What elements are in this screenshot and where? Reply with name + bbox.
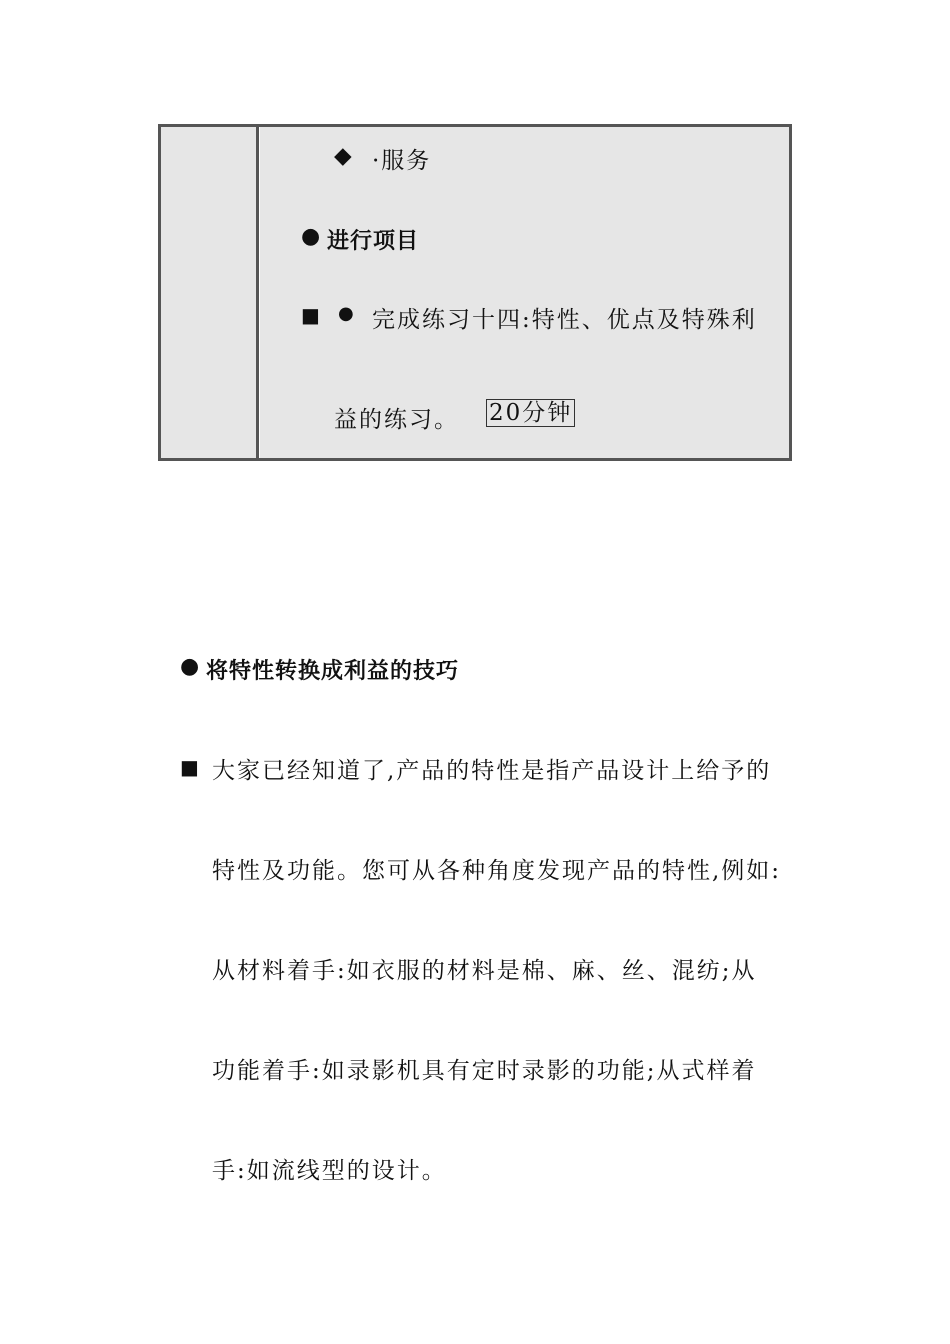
service-label: ·服务 — [372, 148, 432, 174]
task-time-badge: 20分钟 — [486, 399, 575, 427]
paragraph-square-icon: ■ — [180, 755, 201, 779]
activity-box-left-column — [161, 127, 259, 458]
section-heading-bullet-icon: ● — [180, 654, 201, 679]
activity-box — [158, 124, 792, 461]
paragraph-line: 大家已经知道了,产品的特性是指产品设计上给予的 — [212, 758, 772, 784]
task-line-2: 益的练习。 — [334, 407, 459, 433]
paragraph-line: 从材料着手:如衣服的材料是棉、麻、丝、混纺;从 — [212, 958, 757, 984]
task-line-1: 完成练习十四:特性、优点及特殊利 — [372, 307, 757, 333]
paragraph-line: 特性及功能。您可从各种角度发现产品的特性,例如: — [212, 858, 782, 884]
activity-heading: 进行项目 — [327, 229, 420, 254]
paragraph-line: 功能着手:如录影机具有定时录影的功能;从式样着 — [212, 1058, 757, 1084]
activity-bullet-icon: ● — [301, 224, 322, 249]
task-square-icon: ■ — [301, 303, 322, 327]
section-heading: 将特性转换成利益的技巧 — [206, 659, 460, 684]
service-diamond-icon: ◆ — [334, 143, 354, 169]
task-dot-icon: ● — [338, 303, 356, 324]
paragraph-line: 手:如流线型的设计。 — [212, 1158, 447, 1184]
